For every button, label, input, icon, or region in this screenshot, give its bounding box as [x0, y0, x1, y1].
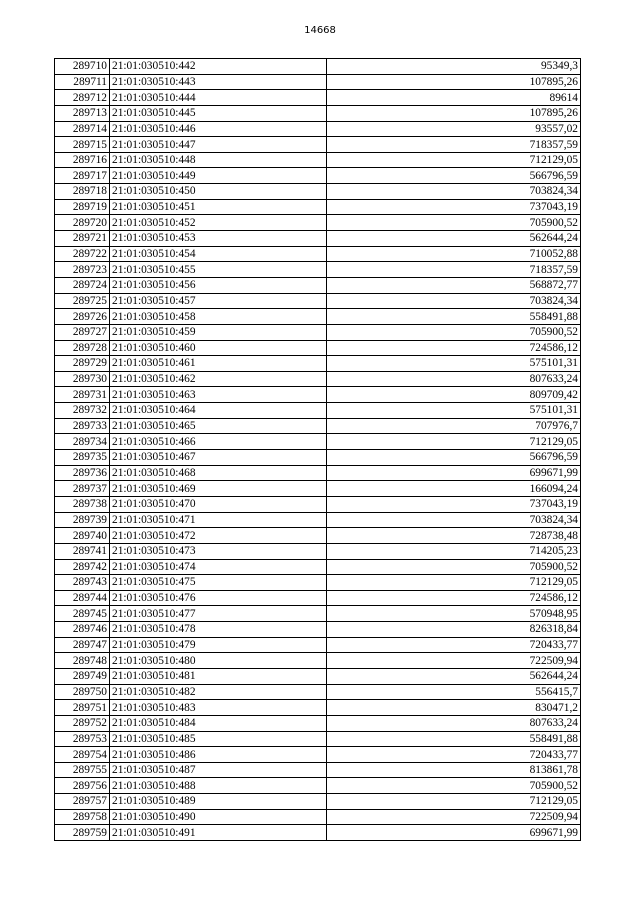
cadastral-value-cell: 718357,59	[327, 137, 581, 153]
cadastral-value-cell: 562644,24	[327, 668, 581, 684]
cadastral-number-cell: 21:01:030510:468	[110, 465, 327, 481]
cadastral-value-cell: 722509,94	[327, 653, 581, 669]
cadastral-value-table	[54, 58, 581, 841]
table-row	[55, 512, 581, 528]
cadastral-number-cell: 21:01:030510:489	[110, 794, 327, 810]
cadastral-number-cell: 21:01:030510:483	[110, 700, 327, 716]
row-number-cell: 289713	[55, 105, 110, 121]
row-number-cell: 289728	[55, 340, 110, 356]
cadastral-number-cell: 21:01:030510:469	[110, 481, 327, 497]
table-row	[55, 731, 581, 747]
row-number-cell: 289711	[55, 74, 110, 90]
cadastral-value-cell: 705900,52	[327, 215, 581, 231]
cadastral-value-cell: 705900,52	[327, 559, 581, 575]
cadastral-number-cell: 21:01:030510:457	[110, 293, 327, 309]
cadastral-value-cell: 575101,31	[327, 403, 581, 419]
cadastral-number-cell: 21:01:030510:487	[110, 762, 327, 778]
row-number-cell: 289752	[55, 715, 110, 731]
cadastral-number-cell: 21:01:030510:490	[110, 809, 327, 825]
cadastral-number-cell: 21:01:030510:464	[110, 403, 327, 419]
cadastral-value-cell: 575101,31	[327, 356, 581, 372]
cadastral-value-cell: 566796,59	[327, 168, 581, 184]
cadastral-value-cell: 710052,88	[327, 246, 581, 262]
cadastral-number-cell: 21:01:030510:473	[110, 543, 327, 559]
table-row	[55, 700, 581, 716]
cadastral-value-cell: 728738,48	[327, 528, 581, 544]
row-number-cell: 289734	[55, 434, 110, 450]
cadastral-number-cell: 21:01:030510:454	[110, 246, 327, 262]
table-row	[55, 59, 581, 75]
row-number-cell: 289730	[55, 371, 110, 387]
cadastral-number-cell: 21:01:030510:461	[110, 356, 327, 372]
row-number-cell: 289731	[55, 387, 110, 403]
row-number-cell: 289755	[55, 762, 110, 778]
table-row	[55, 653, 581, 669]
table-row	[55, 747, 581, 763]
table-row	[55, 622, 581, 638]
table-row	[55, 590, 581, 606]
cadastral-value-cell: 703824,34	[327, 184, 581, 200]
cadastral-value-cell: 714205,23	[327, 543, 581, 559]
row-number-cell: 289720	[55, 215, 110, 231]
row-number-cell: 289754	[55, 747, 110, 763]
cadastral-value-cell: 737043,19	[327, 199, 581, 215]
table-row	[55, 481, 581, 497]
cadastral-number-cell: 21:01:030510:491	[110, 825, 327, 841]
cadastral-number-cell: 21:01:030510:451	[110, 199, 327, 215]
row-number-cell: 289746	[55, 622, 110, 638]
page-number: 14668	[304, 25, 336, 36]
table-body	[55, 59, 581, 841]
table-row	[55, 293, 581, 309]
cadastral-value-cell: 558491,88	[327, 731, 581, 747]
cadastral-number-cell: 21:01:030510:463	[110, 387, 327, 403]
row-number-cell: 289749	[55, 668, 110, 684]
table-row	[55, 105, 581, 121]
row-number-cell: 289716	[55, 152, 110, 168]
cadastral-value-cell: 166094,24	[327, 481, 581, 497]
row-number-cell: 289722	[55, 246, 110, 262]
table-row	[55, 465, 581, 481]
table-row	[55, 387, 581, 403]
cadastral-number-cell: 21:01:030510:466	[110, 434, 327, 450]
row-number-cell: 289723	[55, 262, 110, 278]
cadastral-number-cell: 21:01:030510:443	[110, 74, 327, 90]
row-number-cell: 289748	[55, 653, 110, 669]
cadastral-number-cell: 21:01:030510:458	[110, 309, 327, 325]
cadastral-number-cell: 21:01:030510:486	[110, 747, 327, 763]
cadastral-number-cell: 21:01:030510:462	[110, 371, 327, 387]
row-number-cell: 289727	[55, 324, 110, 340]
row-number-cell: 289712	[55, 90, 110, 106]
cadastral-value-cell: 718357,59	[327, 262, 581, 278]
table-row	[55, 684, 581, 700]
cadastral-number-cell: 21:01:030510:481	[110, 668, 327, 684]
row-number-cell: 289736	[55, 465, 110, 481]
row-number-cell: 289732	[55, 403, 110, 419]
cadastral-value-cell: 707976,7	[327, 418, 581, 434]
cadastral-value-cell: 703824,34	[327, 293, 581, 309]
cadastral-number-cell: 21:01:030510:447	[110, 137, 327, 153]
row-number-cell: 289738	[55, 496, 110, 512]
cadastral-number-cell: 21:01:030510:442	[110, 59, 327, 75]
cadastral-value-cell: 699671,99	[327, 465, 581, 481]
row-number-cell: 289735	[55, 450, 110, 466]
table-row	[55, 778, 581, 794]
cadastral-number-cell: 21:01:030510:453	[110, 231, 327, 247]
cadastral-number-cell: 21:01:030510:475	[110, 575, 327, 591]
row-number-cell: 289737	[55, 481, 110, 497]
cadastral-number-cell: 21:01:030510:479	[110, 637, 327, 653]
cadastral-value-cell: 89614	[327, 90, 581, 106]
cadastral-value-cell: 724586,12	[327, 340, 581, 356]
row-number-cell: 289742	[55, 559, 110, 575]
row-number-cell: 289726	[55, 309, 110, 325]
table-row	[55, 262, 581, 278]
row-number-cell: 289729	[55, 356, 110, 372]
cadastral-number-cell: 21:01:030510:471	[110, 512, 327, 528]
row-number-cell: 289725	[55, 293, 110, 309]
table-row	[55, 371, 581, 387]
cadastral-value-cell: 705900,52	[327, 324, 581, 340]
cadastral-value-cell: 737043,19	[327, 496, 581, 512]
cadastral-number-cell: 21:01:030510:472	[110, 528, 327, 544]
cadastral-value-cell: 93557,02	[327, 121, 581, 137]
row-number-cell: 289724	[55, 277, 110, 293]
table-row	[55, 762, 581, 778]
table-row	[55, 668, 581, 684]
cadastral-value-cell: 813861,78	[327, 762, 581, 778]
cadastral-value-cell: 558491,88	[327, 309, 581, 325]
cadastral-value-cell: 703824,34	[327, 512, 581, 528]
cadastral-value-cell: 722509,94	[327, 809, 581, 825]
row-number-cell: 289745	[55, 606, 110, 622]
table-row	[55, 715, 581, 731]
cadastral-value-cell: 712129,05	[327, 794, 581, 810]
table-row	[55, 575, 581, 591]
cadastral-number-cell: 21:01:030510:485	[110, 731, 327, 747]
row-number-cell: 289743	[55, 575, 110, 591]
cadastral-number-cell: 21:01:030510:446	[110, 121, 327, 137]
cadastral-number-cell: 21:01:030510:474	[110, 559, 327, 575]
cadastral-number-cell: 21:01:030510:448	[110, 152, 327, 168]
table-row	[55, 418, 581, 434]
row-number-cell: 289717	[55, 168, 110, 184]
cadastral-number-cell: 21:01:030510:477	[110, 606, 327, 622]
table-row	[55, 794, 581, 810]
cadastral-number-cell: 21:01:030510:482	[110, 684, 327, 700]
cadastral-number-cell: 21:01:030510:476	[110, 590, 327, 606]
table-row	[55, 340, 581, 356]
cadastral-value-cell: 562644,24	[327, 231, 581, 247]
row-number-cell: 289739	[55, 512, 110, 528]
cadastral-value-cell: 807633,24	[327, 371, 581, 387]
table-row	[55, 121, 581, 137]
table-row	[55, 137, 581, 153]
cadastral-value-cell: 570948,95	[327, 606, 581, 622]
row-number-cell: 289740	[55, 528, 110, 544]
cadastral-number-cell: 21:01:030510:449	[110, 168, 327, 184]
cadastral-number-cell: 21:01:030510:467	[110, 450, 327, 466]
table-row	[55, 450, 581, 466]
table-row	[55, 496, 581, 512]
row-number-cell: 289715	[55, 137, 110, 153]
table-row	[55, 215, 581, 231]
cadastral-value-cell: 826318,84	[327, 622, 581, 638]
table-row	[55, 184, 581, 200]
cadastral-value-cell: 107895,26	[327, 74, 581, 90]
cadastral-number-cell: 21:01:030510:455	[110, 262, 327, 278]
table-row	[55, 356, 581, 372]
cadastral-number-cell: 21:01:030510:444	[110, 90, 327, 106]
cadastral-value-cell: 95349,3	[327, 59, 581, 75]
cadastral-value-cell: 830471,2	[327, 700, 581, 716]
row-number-cell: 289714	[55, 121, 110, 137]
row-number-cell: 289758	[55, 809, 110, 825]
cadastral-value-cell: 724586,12	[327, 590, 581, 606]
row-number-cell: 289750	[55, 684, 110, 700]
row-number-cell: 289733	[55, 418, 110, 434]
cadastral-value-cell: 705900,52	[327, 778, 581, 794]
row-number-cell: 289759	[55, 825, 110, 841]
cadastral-value-cell: 720433,77	[327, 747, 581, 763]
cadastral-value-cell: 699671,99	[327, 825, 581, 841]
cadastral-value-cell: 568872,77	[327, 277, 581, 293]
row-number-cell: 289744	[55, 590, 110, 606]
row-number-cell: 289718	[55, 184, 110, 200]
table-row	[55, 309, 581, 325]
cadastral-number-cell: 21:01:030510:460	[110, 340, 327, 356]
row-number-cell: 289756	[55, 778, 110, 794]
cadastral-number-cell: 21:01:030510:456	[110, 277, 327, 293]
table-row	[55, 246, 581, 262]
row-number-cell: 289747	[55, 637, 110, 653]
cadastral-value-cell: 712129,05	[327, 575, 581, 591]
cadastral-number-cell: 21:01:030510:445	[110, 105, 327, 121]
table-row	[55, 637, 581, 653]
table-row	[55, 825, 581, 841]
cadastral-number-cell: 21:01:030510:450	[110, 184, 327, 200]
cadastral-value-cell: 712129,05	[327, 152, 581, 168]
table-row	[55, 324, 581, 340]
row-number-cell: 289753	[55, 731, 110, 747]
table-row	[55, 199, 581, 215]
cadastral-value-cell: 809709,42	[327, 387, 581, 403]
table-row	[55, 74, 581, 90]
table-row	[55, 434, 581, 450]
cadastral-number-cell: 21:01:030510:484	[110, 715, 327, 731]
cadastral-number-cell: 21:01:030510:478	[110, 622, 327, 638]
table-row	[55, 809, 581, 825]
cadastral-number-cell: 21:01:030510:488	[110, 778, 327, 794]
table-row	[55, 606, 581, 622]
row-number-cell: 289721	[55, 231, 110, 247]
table-row	[55, 403, 581, 419]
table-row	[55, 152, 581, 168]
cadastral-value-cell: 720433,77	[327, 637, 581, 653]
table-row	[55, 90, 581, 106]
row-number-cell: 289710	[55, 59, 110, 75]
cadastral-number-cell: 21:01:030510:465	[110, 418, 327, 434]
cadastral-number-cell: 21:01:030510:480	[110, 653, 327, 669]
table-row	[55, 543, 581, 559]
table-row	[55, 231, 581, 247]
cadastral-value-cell: 807633,24	[327, 715, 581, 731]
cadastral-number-cell: 21:01:030510:452	[110, 215, 327, 231]
table-row	[55, 168, 581, 184]
cadastral-value-cell: 556415,7	[327, 684, 581, 700]
table-row	[55, 277, 581, 293]
cadastral-value-cell: 107895,26	[327, 105, 581, 121]
row-number-cell: 289757	[55, 794, 110, 810]
cadastral-value-cell: 712129,05	[327, 434, 581, 450]
cadastral-number-cell: 21:01:030510:459	[110, 324, 327, 340]
cadastral-number-cell: 21:01:030510:470	[110, 496, 327, 512]
table-row	[55, 528, 581, 544]
row-number-cell: 289719	[55, 199, 110, 215]
row-number-cell: 289751	[55, 700, 110, 716]
table-row	[55, 559, 581, 575]
row-number-cell: 289741	[55, 543, 110, 559]
cadastral-value-cell: 566796,59	[327, 450, 581, 466]
